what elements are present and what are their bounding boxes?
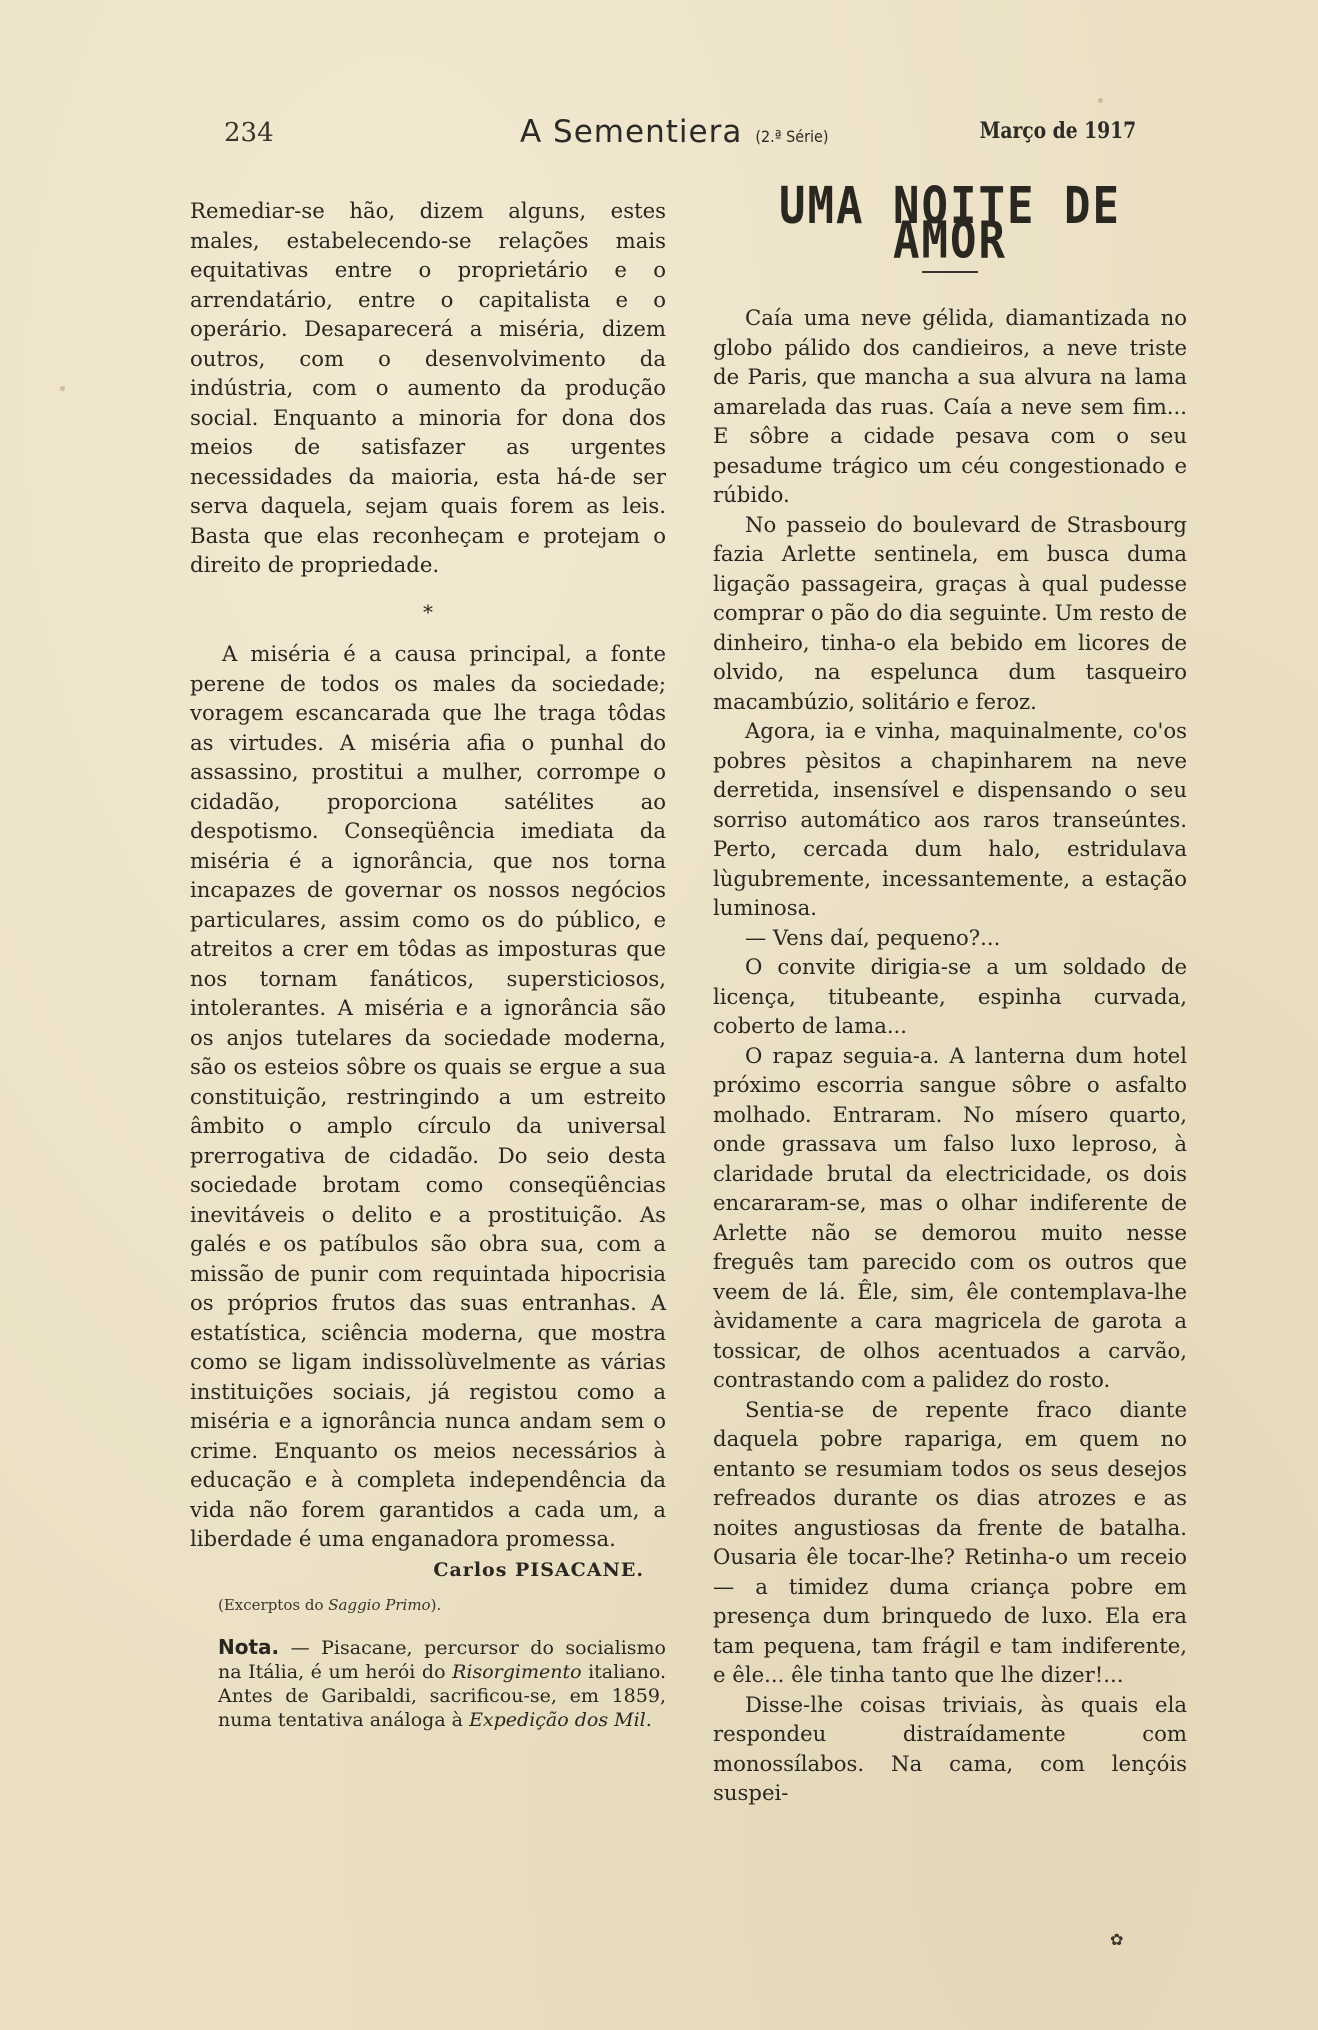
title-rule: [922, 271, 978, 273]
paper-speck: [1098, 98, 1103, 103]
note-italic: Risorgimento: [452, 1660, 582, 1683]
story-paragraph: O rapaz seguia-a. A lanterna dum hotel próximo escorria sangue sôbre o asfalto molhado. Entraram. No mísero quarto, onde grassava um falso luxo leproso, à claridade brutal da electricidade, os dois encararam-se, mas o olhar indiferente de Arlette não se demorou muito nesse freguês tam parecido com os outros que veem de lá. Êle, sim, êle contemplava-lhe àvidamente a cara magricela de garota a tossicar, de olhos acentuados a carvão, contrastando com a palidez do rosto.: [713, 1042, 1187, 1392]
page-number: 234: [224, 118, 274, 148]
journal-title: A Sementiera: [520, 114, 743, 150]
journal-masthead: [520, 114, 829, 150]
story-paragraph: — Vens daí, pequeno?...: [745, 924, 1001, 950]
note-text: italiano. Antes de Garibaldi, sacrificou-se, em 1859, numa tentativa análoga à: [218, 1660, 666, 1731]
story-paragraph: Disse-lhe coisas triviais, às quais ela respondeu distraídamente com monossílabos. Na cama, com lençóis suspei-: [713, 1691, 1187, 1805]
note-label: Nota.: [218, 1634, 280, 1659]
note-italic: Expedição dos Mil: [469, 1708, 646, 1731]
paper-speck: [60, 386, 65, 391]
note-text: .: [645, 1708, 652, 1731]
excerpt-prefix: (Excerptos do: [218, 1596, 329, 1614]
left-column: [190, 196, 666, 1732]
excerpt-title: Saggio Primo: [328, 1596, 431, 1614]
page-header: [190, 114, 1160, 158]
author-signature: Carlos PISACANE.: [433, 1558, 644, 1581]
excerpt-suffix: ).: [430, 1596, 442, 1614]
story-paragraph: Caía uma neve gélida, diamantizada no globo pálido dos candieiros, a neve triste de Paris, que mancha a sua alvura na lama amarelada das ruas. Caía a neve sem fim... E sôbre a cidade pesava com o seu pesadume trágico um céu congestionado e rúbido.: [713, 305, 1187, 507]
section-separator: *: [423, 599, 433, 624]
editor-note: [218, 1635, 666, 1732]
story-paragraph: Sentia-se de repente fraco diante daquela pobre rapariga, em quem no entanto se resumiam todos os seus desejos refreados durante os dias atrozes e as noites angustiosas da frente de batalha. Ousaria êle tocar-lhe? Retinha-o um receio — a timidez duma criança pobre em presença dum brinquedo de luxo. Ela era tam pequena, tam frágil e tam indiferente, e êle... êle tinha tanto que lhe dizer!...: [713, 1396, 1187, 1687]
article-paragraph: A miséria é a causa principal, a fonte perene de todos os males da sociedade; voragem escancarada que lhe traga tôdas as virtudes. A miséria afia o punhal do assassino, prostitui a mulher, corrompe o cidadão, proporciona satélites ao despotismo. Conseqüência imediata da miséria é a ignorância, que nos torna incapazes de governar os nossos negócios particulares, assim como os do público, e atreitos a crer em tôdas as imposturas que nos tornam fanáticos, supersticiosos, intolerantes. A miséria e a ignorância são os anjos tutelares da sociedade moderna, são os esteios sôbre os quais se ergue a sua constituição, restringindo a um estreito âmbito o amplo círculo da universal prerrogativa de cidadão. Do seio desta sociedade brotam como conseqüências inevitáveis o delito e a prostituição. As galés e os patíbulos são obra sua, com a missão de punir com requintada hipocrisia os próprios frutos das suas entranhas. A estatística, sciência moderna, que mostra como se ligam indissolùvelmente as várias instituições sociais, já registou como a miséria e a ignorância nunca andam sem o crime. Enquanto os meios necessários à educação e à completa independência da vida não forem garantidos a cada um, a liberdade é uma enganadora promessa.: [190, 641, 666, 1551]
journal-series: (2.ª Série): [755, 127, 829, 146]
excerpt-source: [218, 1591, 666, 1621]
note-text: — Pisacane, percursor do socialismo na Itália, é um herói do: [218, 1636, 666, 1683]
story-paragraph: Agora, ia e vinha, maquinalmente, co'os pobres pèsitos a chapinharem na neve derretida, insensível e dispensando o seu sorriso automático aos raros transeúntes. Perto, cercada dum halo, estridulava lùgubremente, incessantemente, a estação luminosa.: [713, 718, 1187, 920]
issue-date: Março de 1917: [979, 118, 1136, 144]
ornament-icon: ✿: [1110, 1930, 1124, 1949]
story-paragraph: O convite dirigia-se a um soldado de licença, titubeante, espinha curvada, coberto de lama...: [713, 954, 1187, 1038]
story-paragraph: No passeio do boulevard de Strasbourg fazia Arlette sentinela, em busca duma ligação passageira, graças à qual pudesse comprar o pão do dia seguinte. Um resto de dinheiro, tinha-o ela bebido em licores de olvido, na espelunca dum tasqueiro macambúzio, solitário e feroz.: [713, 511, 1187, 714]
right-column: [713, 176, 1187, 1808]
article-paragraph: Remediar-se hão, dizem alguns, estes males, estabelecendo-se relações mais equitativas entre o proprietário e o arrendatário, entre o capitalista e o operário. Desaparecerá a miséria, dizem outros, com o desenvolvimento da indústria, com o aumento da produção social. Enquanto a minoria for dona dos meios de satisfazer as urgentes necessidades da maioria, esta há-de ser serva daquela, sejam quais forem as leis. Basta que elas reconheçam e protejam o direito de propriedade.: [190, 198, 666, 577]
story-title: UMA NOITE DE AMOR: [779, 176, 1121, 270]
